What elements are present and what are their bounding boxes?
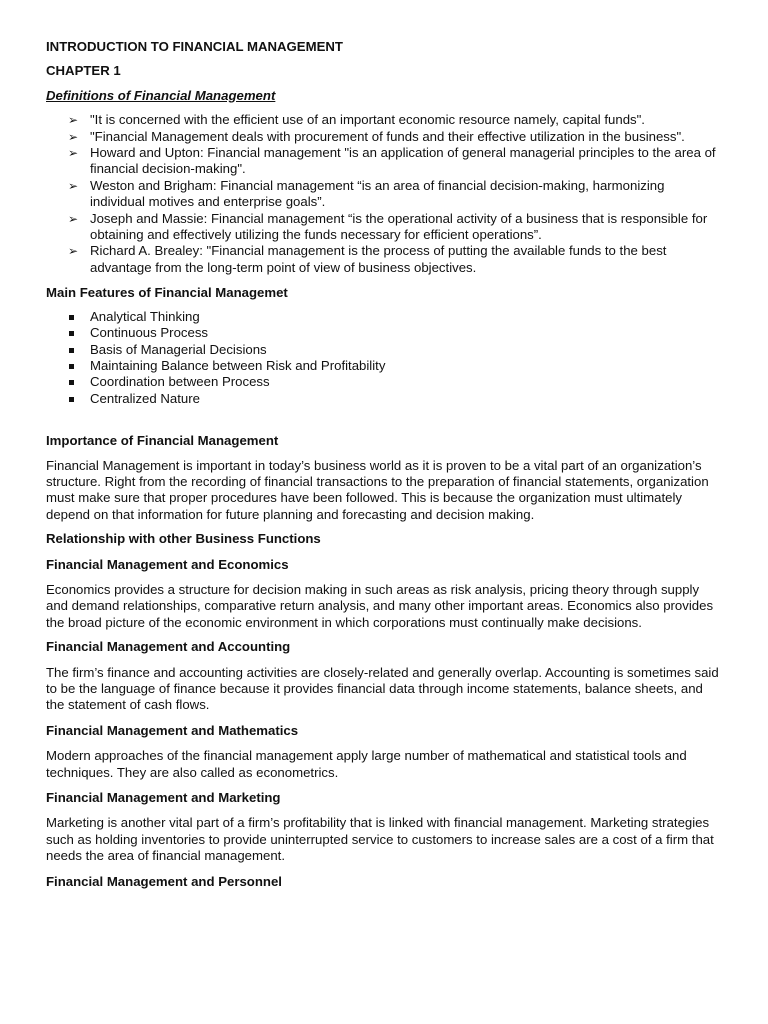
relationship-heading: Relationship with other Business Functions bbox=[46, 531, 321, 547]
definitions-heading: Definitions of Financial Management bbox=[46, 87, 276, 103]
square-bullet-icon bbox=[69, 380, 74, 385]
chapter-label: CHAPTER 1 bbox=[46, 63, 121, 79]
arrow-bullet-icon: ➢ bbox=[68, 244, 79, 259]
square-bullet-icon bbox=[69, 315, 74, 320]
marketing-heading: Financial Management and Marketing bbox=[46, 790, 281, 806]
list-item: Basis of Managerial Decisions bbox=[46, 342, 722, 358]
square-bullet-icon bbox=[69, 348, 74, 353]
list-item: ➢ Howard and Upton: Financial management "is an application of general managerial principles to the area of financial decision-making". bbox=[68, 145, 716, 177]
marketing-body: Marketing is another vital part of a firm’s profitability that is linked with financial management. Marketing strategies such as holding inventories to provide uninterrupted service to customers to increase sales are a cost of a firm that needs the area of financial management. bbox=[46, 815, 714, 864]
list-item: Continuous Process bbox=[46, 325, 722, 341]
accounting-heading: Financial Management and Accounting bbox=[46, 639, 291, 655]
arrow-bullet-icon: ➢ bbox=[68, 146, 79, 161]
personnel-heading: Financial Management and Personnel bbox=[46, 873, 282, 889]
list-item: Maintaining Balance between Risk and Profitability bbox=[46, 358, 722, 374]
list-item: Analytical Thinking bbox=[46, 309, 722, 325]
importance-body: Financial Management is important in today’s business world as it is proven to be a vital part of an organization’s structure. Right from the recording of financial transactions to the preparation of financial statements, organization must make sure that proper procedures have been followed. This is because the organization must ultimately depend on that information for future planning and forecasting and decision making. bbox=[46, 457, 709, 522]
list-item: ➢ Richard A. Brealey: "Financial management is the process of putting the available funds to the best advantage from the long-term point of view of business objectives. bbox=[68, 243, 667, 275]
list-item: ➢ "It is concerned with the efficient use of an important economic resource namely, capital funds". bbox=[68, 112, 645, 128]
list-item: ➢ Weston and Brigham: Financial management “is an area of financial decision-making, harmonizing individual motives and enterprise goals”. bbox=[68, 177, 665, 210]
economics-body: Economics provides a structure for decision making in such areas as risk analysis, pricing theory through supply and demand relationships, comparative return analysis, and many other important areas. Economics also provides the broad picture of the economic environment in which corporations must continually make decisions. bbox=[46, 581, 714, 630]
features-heading: Main Features of Financial Managemet bbox=[46, 285, 288, 301]
list-item: Centralized Nature bbox=[46, 391, 722, 407]
list-item: ➢ "Financial Management deals with procurement of funds and their effective utilization in the business". bbox=[68, 128, 685, 144]
arrow-bullet-icon: ➢ bbox=[68, 211, 79, 226]
arrow-bullet-icon: ➢ bbox=[68, 178, 79, 193]
doc-title: INTRODUCTION TO FINANCIAL MANAGEMENT bbox=[46, 39, 343, 54]
arrow-bullet-icon: ➢ bbox=[68, 113, 79, 128]
accounting-body: The firm’s finance and accounting activities are closely-related and generally overlap. Accounting is sometimes said to be the language of finance because it provides financial data through income statements, balance sheets, and the statement of cash flows. bbox=[46, 664, 719, 713]
square-bullet-icon bbox=[69, 364, 74, 369]
mathematics-heading: Financial Management and Mathematics bbox=[46, 722, 299, 738]
square-bullet-icon bbox=[69, 397, 74, 402]
square-bullet-icon bbox=[69, 331, 74, 336]
economics-heading: Financial Management and Economics bbox=[46, 556, 289, 572]
mathematics-body: Modern approaches of the financial management apply large number of mathematical and statistical tools and techniques. They are also called as econometrics. bbox=[46, 748, 687, 780]
list-item: ➢ Joseph and Massie: Financial management “is the operational activity of a business that is responsible for obtaining and effectively utilizing the funds necessary for efficient operations”. bbox=[68, 210, 708, 243]
importance-heading: Importance of Financial Management bbox=[46, 433, 279, 449]
list-item: Coordination between Process bbox=[46, 374, 722, 390]
features-list bbox=[46, 309, 722, 407]
arrow-bullet-icon: ➢ bbox=[68, 129, 79, 144]
definitions-list bbox=[46, 112, 722, 276]
